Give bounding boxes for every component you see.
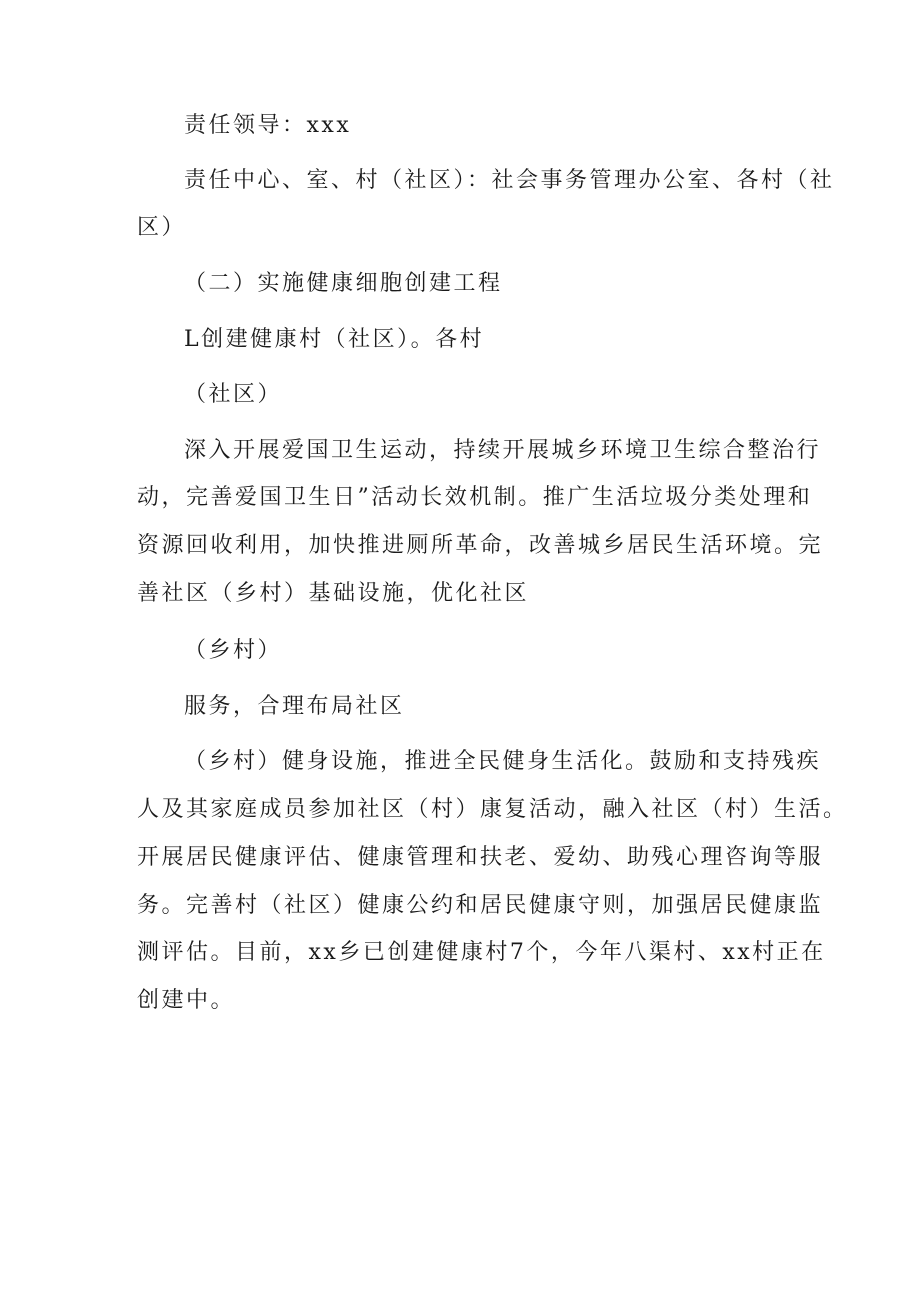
responsible-line: 责任中心、室、村（社区）：社会事务管理办公室、各村（社 [184, 168, 835, 193]
paragraph-1-line: 动，完善爱国卫生日”活动长效机制。推广生活垃圾分类处理和 [137, 485, 813, 510]
leader-line: 责任领导：xxx [184, 113, 352, 138]
paragraph-1-line: 资源回收利用，加快推进厕所革命，改善城乡居民生活环境。完 [137, 533, 824, 558]
paragraph-2-line: 服务，合理布局社区 [184, 694, 405, 719]
paragraph-1-cont: （乡村） [184, 638, 283, 663]
paragraph-1-line: 深入开展爱国卫生运动，持续开展城乡环境卫生综合整治行 [184, 438, 822, 463]
paragraph-3-line: 测评估。目前，xx乡已创建健康村7个，今年八渠村、xx村正在 [137, 940, 826, 965]
item-1-cont: （社区） [184, 382, 283, 407]
paragraph-3-line: 人及其家庭成员参加社区（村）康复活动，融入社区（村）生活。 [137, 797, 848, 822]
paragraph-1-line: 善社区（乡村）基础设施，优化社区 [137, 581, 530, 606]
paragraph-3-line: 创建中。 [137, 988, 236, 1013]
paragraph-3-line: 务。完善村（社区）健康公约和居民健康守则，加强居民健康监 [137, 893, 824, 918]
paragraph-3-line: 开展居民健康评估、健康管理和扶老、爱幼、助残心理咨询等服 [137, 845, 824, 870]
item-1: L创建健康村（社区）。各村 [184, 327, 485, 352]
paragraph-3-line: （乡村）健身设施，推进全民健身生活化。鼓励和支持残疾 [184, 749, 822, 774]
section-heading: （二）实施健康细胞创建工程 [184, 271, 503, 296]
responsible-line-cont: 区） [137, 215, 187, 240]
